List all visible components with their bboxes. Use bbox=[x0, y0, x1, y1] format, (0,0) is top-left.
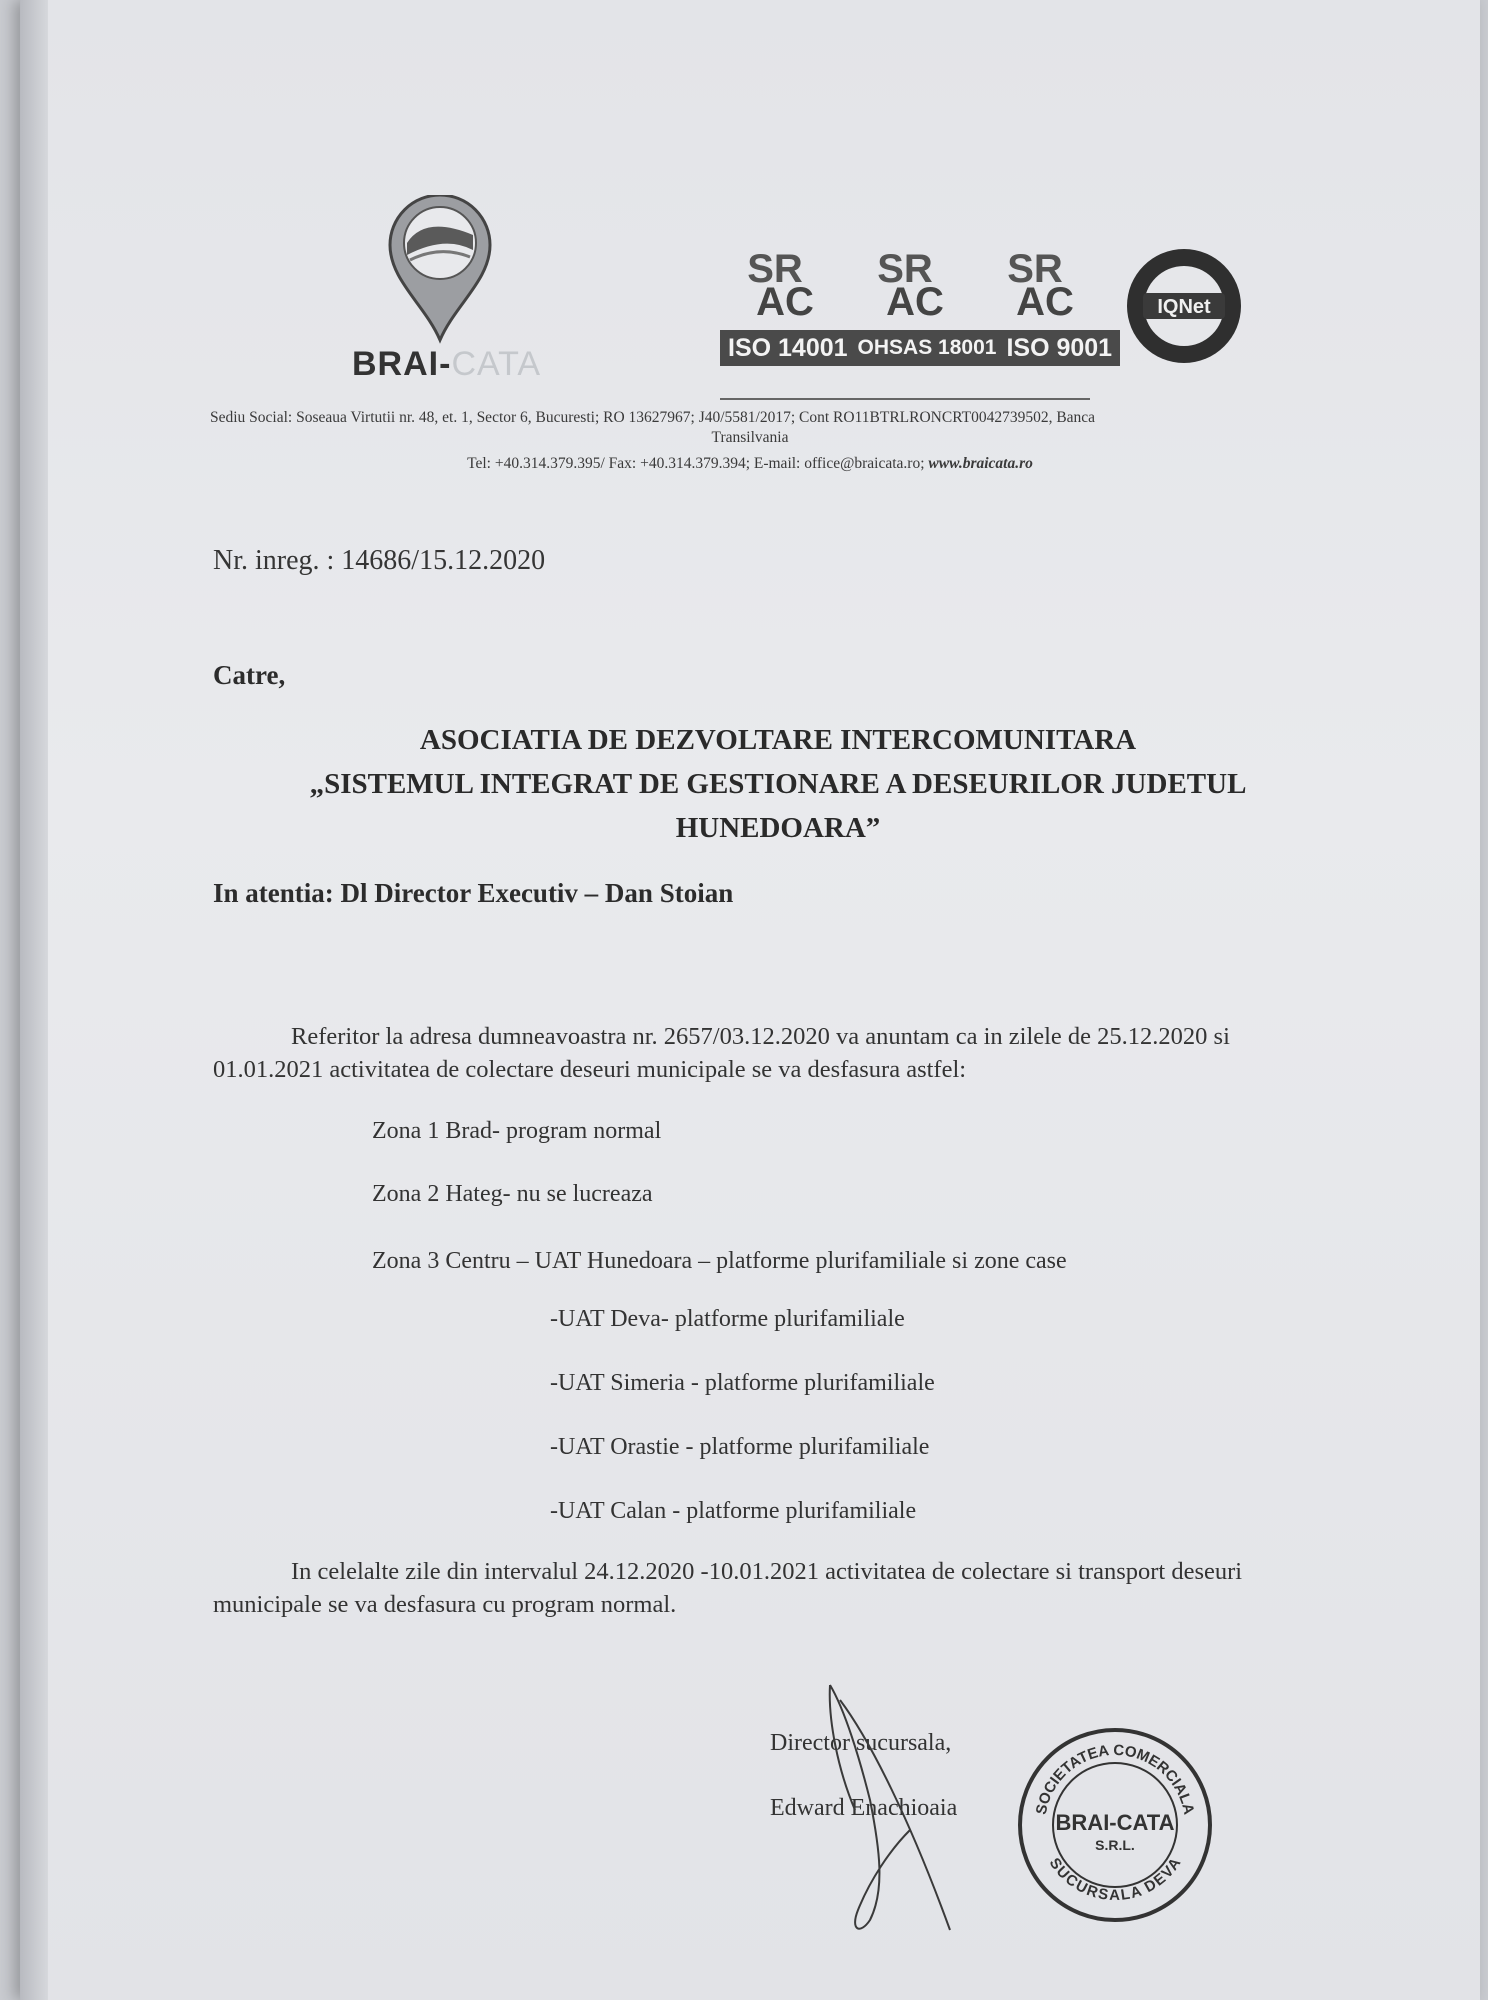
cert-ac-1: AC bbox=[756, 280, 814, 324]
cert-standards-bar bbox=[720, 330, 1120, 366]
company-details bbox=[210, 408, 1290, 448]
certification-block bbox=[720, 247, 1120, 370]
recipient-line-2: „SISTEMUL INTEGRAT DE GESTIONARE A DESEURILOR JUDETUL bbox=[309, 768, 1247, 800]
brand-name: BRAI-CATA bbox=[352, 345, 542, 383]
uat-calan: -UAT Calan - platforme plurifamiliale bbox=[550, 1498, 917, 1524]
zone-3: Zona 3 Centru – UAT Hunedoara – platforme plurifamiliale si zone case bbox=[372, 1248, 1067, 1274]
cert-sp-1: SR bbox=[747, 247, 803, 291]
paragraph-1 bbox=[213, 1020, 1323, 1086]
paragraph-2-text: In celelalte zile din intervalul 24.12.2020 -10.01.2021 activitatea de colectare si transport deseuri municipale se va desfasura cu program normal. bbox=[213, 1558, 1243, 1618]
cert-sp-3: SR bbox=[1007, 247, 1063, 291]
iqnet-seal-icon bbox=[1123, 245, 1245, 367]
cert-iso14001: ISO 14001 bbox=[728, 333, 848, 362]
signature-name: Edward Enachioaia bbox=[770, 1795, 958, 1821]
paragraph-2 bbox=[213, 1555, 1323, 1621]
contact-main: Tel: +40.314.379.395/ Fax: +40.314.379.394; E-mail: office@braicata.ro; bbox=[467, 455, 925, 472]
company-stamp-icon bbox=[1015, 1725, 1215, 1925]
signature-role: Director sucursala, bbox=[770, 1730, 952, 1756]
handwritten-signature-icon bbox=[800, 1680, 1000, 1940]
attention-line: In atentia: Dl Director Executiv – Dan Stoian bbox=[213, 878, 734, 908]
stamp-top-text: SOCIETATEA COMERCIALA bbox=[1032, 1741, 1198, 1817]
cert-ac-2: AC bbox=[886, 280, 944, 324]
stamp-bottom-text: SUCURSALA DEVA bbox=[1045, 1854, 1185, 1904]
recipient-line-1: ASOCIATIA DE DEZVOLTARE INTERCOMUNITARA bbox=[419, 724, 1137, 756]
iqnet-label: IQNet bbox=[1157, 296, 1211, 318]
uat-orastie: -UAT Orastie - platforme plurifamiliale bbox=[550, 1434, 930, 1460]
zone-1: Zona 1 Brad- program normal bbox=[372, 1118, 662, 1144]
cert-ohsas18001: OHSAS 18001 bbox=[857, 336, 997, 359]
zone-2: Zona 2 Hateg- nu se lucreaza bbox=[372, 1181, 653, 1207]
contact-line bbox=[210, 455, 1290, 473]
letter-page bbox=[20, 0, 1480, 2000]
paragraph-1-text: Referitor la adresa dumneavoastra nr. 2657/03.12.2020 va anuntam ca in zilele de 25.12.2020 si 01.01.2021 activitatea de colectare deseuri municipale se va desfasura astfel: bbox=[213, 1023, 1230, 1083]
recipient-block bbox=[213, 718, 1343, 850]
salutation: Catre, bbox=[213, 660, 286, 690]
contact-web: www.braicata.ro bbox=[928, 455, 1033, 472]
uat-deva: -UAT Deva- platforme plurifamiliale bbox=[550, 1306, 905, 1332]
company-line-1: Sediu Social: Soseaua Virtutii nr. 48, et. 1, Sector 6, Bucuresti; RO 13627967; J40/5581/2017; Cont RO11BTRLRONCRT0042739502, Banca bbox=[210, 409, 1096, 426]
cert-sp-2: SR bbox=[877, 247, 933, 291]
stamp-center-text: BRAI-CATA bbox=[1055, 1810, 1175, 1835]
uat-simeria: -UAT Simeria - platforme plurifamiliale bbox=[550, 1370, 935, 1396]
stamp-sub-text: S.R.L. bbox=[1095, 1837, 1135, 1853]
recipient-line-3: HUNEDOARA” bbox=[675, 812, 881, 844]
registration-number: Nr. inreg. : 14686/15.12.2020 bbox=[213, 545, 546, 576]
svg-text:SOCIETATEA COMERCIALA bbox=[1033, 1742, 1197, 1816]
brai-cata-logo-icon bbox=[385, 195, 495, 345]
paper-edge bbox=[20, 0, 48, 2000]
company-line-2: Transilvania bbox=[711, 429, 789, 446]
cert-ac-3: AC bbox=[1016, 280, 1074, 324]
cert-iso9001: ISO 9001 bbox=[1006, 333, 1113, 362]
header-rule bbox=[720, 398, 1090, 400]
